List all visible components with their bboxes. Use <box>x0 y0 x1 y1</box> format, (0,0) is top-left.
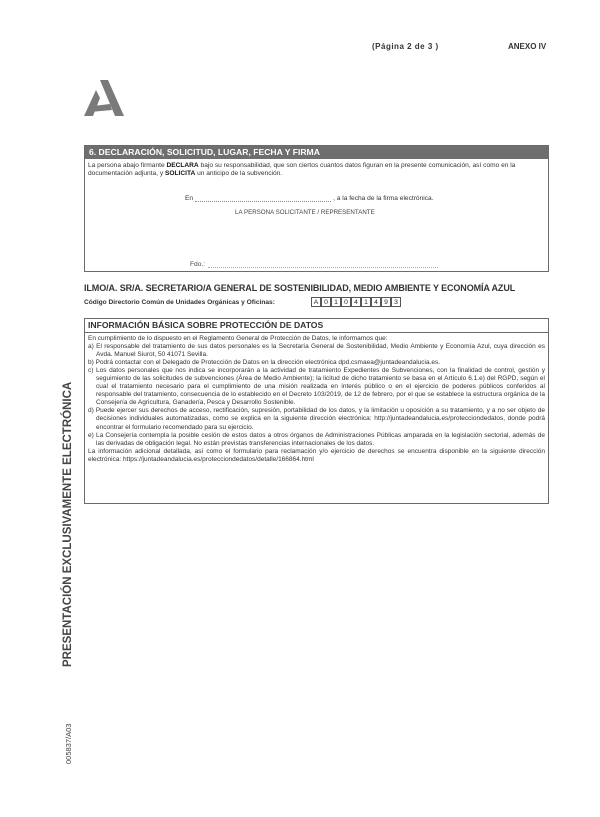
list-item: a) El responsable del tratamiento de sus datos personales es la Secretaría General de Sostenibilidad, Medio Ambiente y Economía Azul, cuya dirección es Avda. Manuel Siurot, 50 41071 Sevilla. <box>88 343 545 359</box>
junta-andalucia-logo-icon <box>84 80 124 116</box>
data-protection-section <box>84 318 549 504</box>
signature-field[interactable] <box>208 260 438 268</box>
form-code: 005837/A03 <box>64 723 73 764</box>
intro-paragraph: En cumplimiento de lo dispuesto en el Reglamento General de Protección de Datos, le informamos que: <box>88 335 388 342</box>
code-digit: 4 <box>371 297 381 307</box>
declaration-section <box>84 145 549 272</box>
list-item: d) Puede ejercer sus derechos de acceso, rectificación, supresión, portabilidad de los datos, y la limitación u oposición a su tratamiento, y a no ser objeto de decisiones individuales automatizadas, como se explica en la siguiente dirección electrónica: http://juntadeandalucia.es/protecciondedatos, donde podrá encontrar el formulario recomendado para su ejercicio. <box>88 407 545 431</box>
code-digit: 4 <box>351 297 361 307</box>
place-date-row: En , a la fecha de la firma electrónica. <box>185 195 434 202</box>
code-boxes <box>311 297 401 307</box>
signer-label: LA PERSONA SOLICITANTE / REPRESENTANTE <box>235 209 375 216</box>
annex-label: ANEXO IV <box>508 42 547 51</box>
code-label: Código Directorio Común de Unidades Orgánicas y Oficinas: <box>84 299 275 306</box>
list-item: b) Podrá contactar con el Delegado de Protección de Datos en la dirección electrónica dpd.csmaea@juntadeandalucia.es. <box>88 359 441 367</box>
section-title: 6. DECLARACIÓN, SOLICITUD, LUGAR, FECHA Y FIRMA <box>85 146 548 159</box>
code-digit: A <box>311 297 321 307</box>
signature-row: Fdo.: <box>190 260 438 268</box>
list-item: e) La Consejería contempla la posible cesión de estos datos a otros órganos de Administraciones Públicas amparada en la legislación sectorial, además de las derivadas de obligación legal. No están previstas transferencias internacionales de los datos. <box>88 431 545 447</box>
code-digit: 1 <box>331 297 341 307</box>
declaration-text: La persona abajo firmante DECLARA bajo su responsabilidad, que son ciertos cuantos datos figuran en la presente comunicación, así como en la documentación adjunta, y SOLICITA un anticipo de la subvención. <box>88 162 516 178</box>
section-title: INFORMACIÓN BÁSICA SOBRE PROTECCIÓN DE DATOS <box>85 319 548 333</box>
addressee-title: ILMO/A. SR/A. SECRETARIO/A GENERAL DE SOSTENIBILIDAD, MEDIO AMBIENTE Y ECONOMÍA AZUL <box>84 283 516 293</box>
page-indicator: (Página 2 de 3 ) <box>372 42 439 51</box>
code-digit: 0 <box>341 297 351 307</box>
data-protection-text <box>85 333 548 464</box>
closing-paragraph: La información adicional detallada, así como el formulario para reclamación y/o ejercicio de derechos se encuentra disponible en la siguiente dirección electrónica: https://juntadeandalucia.es/protecciondedatos/detalle/166864.html <box>88 447 545 463</box>
code-digit: 3 <box>391 297 401 307</box>
code-digit: 9 <box>381 297 391 307</box>
place-field[interactable] <box>195 194 331 202</box>
side-label: PRESENTACIÓN EXCLUSIVAMENTE ELECTRÓNICA <box>62 381 74 667</box>
code-digit: 1 <box>361 297 371 307</box>
list-item: c) Los datos personales que nos indica se incorporarán a la actividad de tratamiento Expedientes de Subvenciones, con la finalidad de control, gestión y seguimiento de las solicitudes de subvenciones (Área de Medio Ambiente); la licitud de dicho tratamiento se basa en el Artículo 6.1.e) del RGPD, según el cual el tratamiento necesario para el cumplimiento de una misión realizada en interés público o en el ejercicio de poderes públicos conferidos al responsable del tratamiento, consecuencia de lo establecido en el Decreto 103/2019, de 12 de febrero, por el que se establece la estructura orgánica de la Consejería de Agricultura, Ganadería, Pesca y Desarrollo Sostenible. <box>88 367 545 407</box>
code-digit: 0 <box>321 297 331 307</box>
